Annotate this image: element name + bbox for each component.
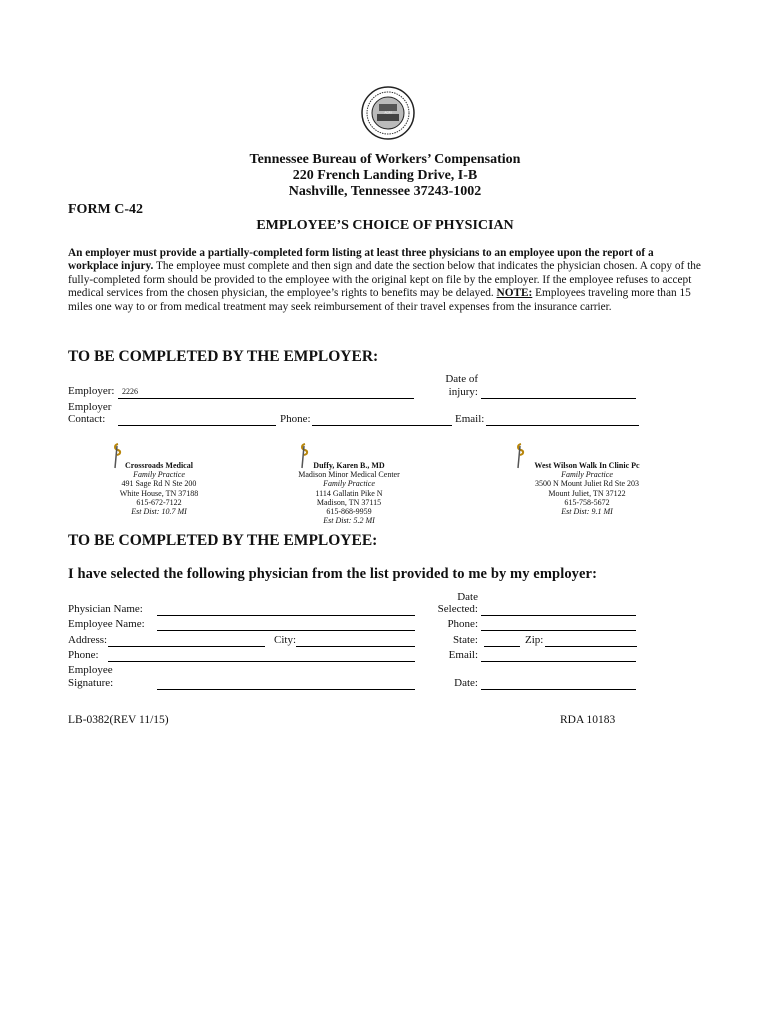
physician-practice: Madison Minor Medical Center xyxy=(298,470,400,480)
city-field[interactable] xyxy=(296,646,415,647)
physician-city: Madison, TN 37115 xyxy=(316,497,382,507)
physician-distance: Est Dist: 10.7 MI xyxy=(131,507,187,517)
employer-contact-field[interactable] xyxy=(118,425,276,426)
employer-section-heading: TO BE COMPLETED BY THE EMPLOYER: xyxy=(68,348,379,365)
rda-number: RDA 10183 xyxy=(560,714,616,726)
physician-phone: 615-758-5672 xyxy=(564,497,610,507)
physician-phone: 615-868-9959 xyxy=(326,507,372,517)
intro-paragraph xyxy=(68,247,702,314)
zip-label: Zip: xyxy=(525,634,544,646)
employer-phone-field[interactable] xyxy=(312,425,452,426)
date-selected-label-2: Selected: xyxy=(437,603,478,615)
state-label: State: xyxy=(452,634,478,646)
employer-value: 2226 xyxy=(122,387,138,396)
physician-specialty: Family Practice xyxy=(133,470,185,480)
employer-field[interactable] xyxy=(118,398,414,399)
employee-phone-label-left: Phone: xyxy=(68,649,99,661)
intro-text-2: Employees traveling more than 15 miles one way to or from medical treatment may seek reimbursement of their travel expenses from the insurance carrier. xyxy=(68,287,691,313)
employee-phone-field-left[interactable] xyxy=(108,661,415,662)
employer-email-label: Email: xyxy=(455,413,485,425)
employee-email-label: Email: xyxy=(448,649,478,661)
employee-email-field[interactable] xyxy=(481,661,636,662)
form-number: LB-0382(REV 11/15) xyxy=(68,714,169,726)
agency-address-line1: 220 French Landing Drive, I-B xyxy=(292,168,478,183)
form-title: EMPLOYEE’S CHOICE OF PHYSICIAN xyxy=(256,218,514,233)
note-label: NOTE: xyxy=(496,287,533,300)
agency-address-line2: Nashville, Tennessee 37243-1002 xyxy=(288,184,482,199)
employee-statement: I have selected the following physician from the list provided to me by my employer: xyxy=(68,566,598,582)
physician-name: Duffy, Karen B., MD xyxy=(313,461,385,470)
date-of-injury-label-1: Date of xyxy=(445,373,478,385)
physician-name-field[interactable] xyxy=(157,615,415,616)
physician-name-label: Physician Name: xyxy=(68,603,143,615)
city-label: City: xyxy=(274,634,297,646)
signature-label-2: Signature: xyxy=(68,677,114,689)
physician-city: Mount Juliet, TN 37122 xyxy=(548,488,626,498)
physician-name: Crossroads Medical xyxy=(125,461,193,470)
physician-card-3[interactable] xyxy=(500,461,674,516)
employee-signature-field[interactable] xyxy=(157,689,415,690)
physician-card-1[interactable] xyxy=(74,461,244,516)
signature-date-label: Date: xyxy=(454,677,478,689)
employee-phone-label-right: Phone: xyxy=(447,618,478,630)
intro-bold-text: An employer must provide a partially-completed form listing at least three physicians to an employee upon the report of a workplace injury. xyxy=(68,247,654,273)
date-of-injury-label-2: injury: xyxy=(448,386,478,398)
form-id: FORM C-42 xyxy=(68,202,144,217)
employee-name-field[interactable] xyxy=(157,630,415,631)
physician-specialty: Family Practice xyxy=(561,470,613,480)
physician-card-2[interactable] xyxy=(264,461,434,525)
signature-label-1: Employee xyxy=(68,664,113,676)
employer-label: Employer: xyxy=(68,385,115,397)
zip-field[interactable] xyxy=(545,646,637,647)
employee-phone-field-right[interactable] xyxy=(481,630,636,631)
state-field[interactable] xyxy=(484,646,520,647)
employer-contact-label-1: Employer xyxy=(68,401,112,413)
physician-address: 1114 Gallatin Pike N xyxy=(315,488,383,498)
employee-name-label: Employee Name: xyxy=(68,618,145,630)
physician-address: 3500 N Mount Juliet Rd Ste 203 xyxy=(534,479,639,489)
physician-name: West Wilson Walk In Clinic Pc xyxy=(534,461,640,470)
svg-text:AGRI: AGRI xyxy=(384,110,392,115)
state-seal-icon xyxy=(361,86,415,140)
address-label: Address: xyxy=(68,634,108,646)
employer-phone-label: Phone: xyxy=(280,413,311,425)
date-selected-label-1: Date xyxy=(457,591,478,603)
physician-distance: Est Dist: 5.2 MI xyxy=(323,516,375,526)
physician-city: White House, TN 37188 xyxy=(119,488,199,498)
address-field[interactable] xyxy=(108,646,265,647)
physician-distance: Est Dist: 9.1 MI xyxy=(561,507,613,517)
physician-phone: 615-672-7122 xyxy=(136,497,182,507)
intro-text-1: The employee must complete and then sign and date the section below that indicates the physician chosen. A copy of the fully-completed form should be provided to the employee with the original kept on file by the employer. If the employee refuses to accept medical services from the chosen physician, the employee’s rights to benefits may be delayed. xyxy=(68,260,701,300)
physician-specialty: Family Practice xyxy=(323,479,375,489)
employee-section-heading: TO BE COMPLETED BY THE EMPLOYEE: xyxy=(68,532,378,549)
employer-email-field[interactable] xyxy=(486,425,639,426)
date-of-injury-field[interactable] xyxy=(481,398,636,399)
physician-address: 491 Sage Rd N Ste 200 xyxy=(121,479,197,489)
signature-date-field[interactable] xyxy=(481,689,636,690)
employer-contact-label-2: Contact: xyxy=(68,413,106,425)
date-selected-field[interactable] xyxy=(481,615,636,616)
agency-name: Tennessee Bureau of Workers’ Compensation xyxy=(249,152,521,167)
